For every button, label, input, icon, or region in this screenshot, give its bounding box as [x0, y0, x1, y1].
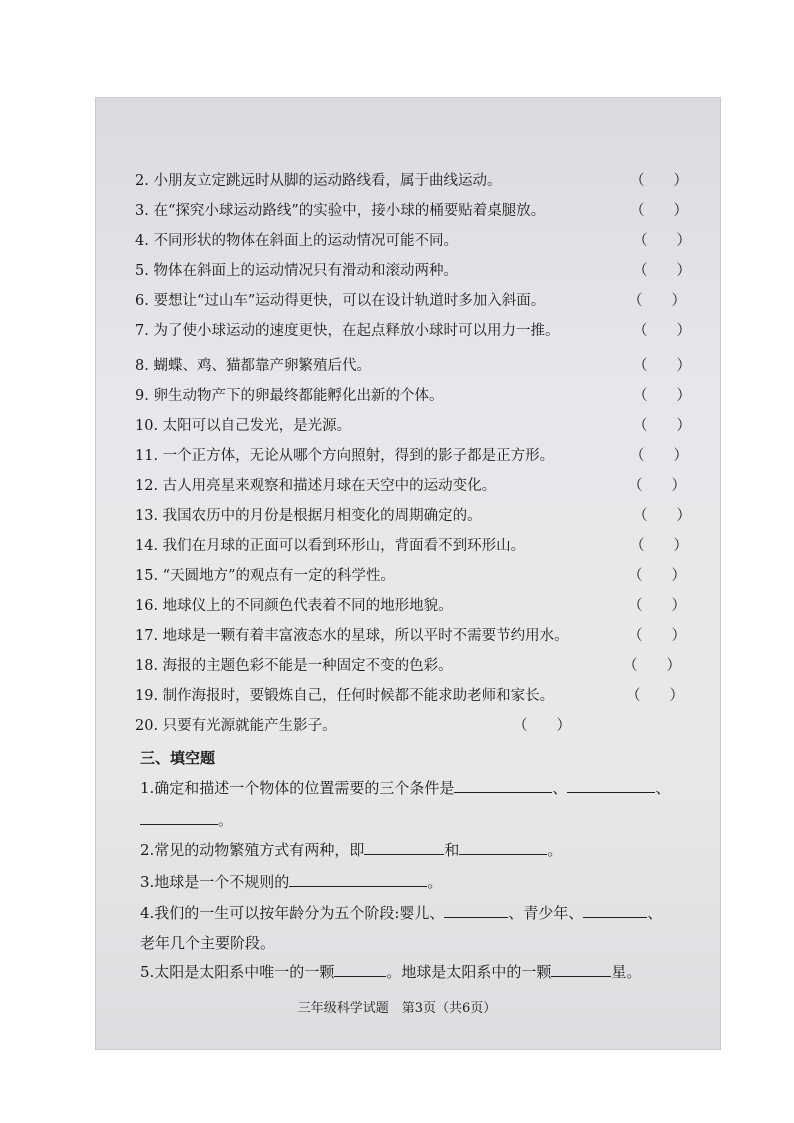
tf-question-8: 8. 蝴蝶、鸡、猫都靠产卵繁殖后代。: [135, 358, 371, 374]
answer-blank[interactable]: [140, 810, 218, 825]
tf-question-2: 2. 小朋友立定跳远时从脚的运动路线看，属于曲线运动。: [135, 173, 502, 189]
fill-question-3: [140, 872, 442, 892]
answer-paren-18: （ ）: [623, 658, 681, 674]
answer-paren-2: （ ）: [630, 173, 688, 189]
answer-paren-3: （ ）: [630, 203, 688, 219]
section-title-fill-blanks: 三、填空题: [140, 749, 216, 767]
fill-q2-mid: 和: [444, 841, 460, 859]
tf-question-20: 20. 只要有光源就能产生影子。: [135, 718, 337, 734]
fill-q4-end: 、: [647, 904, 663, 922]
tf-question-15: 15. “天圆地方”的观点有一定的科学性。: [135, 568, 395, 584]
answer-paren-13: （ ）: [633, 508, 691, 524]
answer-paren-6: （ ）: [628, 293, 686, 309]
answer-paren-17: （ ）: [628, 628, 686, 644]
answer-paren-7: （ ）: [633, 323, 691, 339]
fill-q5-text: 5.太阳是太阳系中唯一的一颗: [140, 963, 335, 981]
fill-q1-sep: 、: [552, 779, 568, 797]
tf-question-11: 11. 一个正方体，无论从哪个方向照射，得到的影子都是正方形。: [135, 448, 555, 464]
answer-blank[interactable]: [444, 903, 508, 918]
answer-paren-11: （ ）: [630, 448, 688, 464]
fill-question-1-line2: [140, 810, 233, 830]
tf-question-13: 13. 我国农历中的月份是根据月相变化的周期确定的。: [135, 508, 482, 524]
tf-question-16: 16. 地球仪上的不同颜色代表着不同的地形地貌。: [135, 598, 453, 614]
answer-paren-4: （ ）: [633, 233, 691, 249]
fill-q4-mid: 、青少年、: [508, 904, 584, 922]
fill-question-5: [140, 962, 641, 982]
tf-question-9: 9. 卵生动物产下的卵最终都能孵化出新的个体。: [135, 388, 444, 404]
tf-question-5: 5. 物体在斜面上的运动情况只有滑动和滚动两种。: [135, 263, 458, 279]
tf-question-10: 10. 太阳可以自己发光，是光源。: [135, 418, 352, 434]
answer-paren-15: （ ）: [628, 568, 686, 584]
tf-question-14: 14. 我们在月球的正面可以看到环形山，背面看不到环形山。: [135, 538, 526, 554]
fill-q5-mid: 。地球是太阳系中的一颗: [386, 963, 552, 981]
answer-paren-8: （ ）: [633, 358, 691, 374]
answer-blank[interactable]: [583, 903, 647, 918]
tf-question-18: 18. 海报的主题色彩不能是一种固定不变的色彩。: [135, 658, 453, 674]
answer-paren-16: （ ）: [628, 598, 686, 614]
page-footer: 三年级科学试题 第3页（共6页）: [297, 1001, 497, 1016]
fill-q1-end: 。: [218, 811, 234, 829]
fill-q2-text: 2.常见的动物繁殖方式有两种，即: [140, 841, 365, 859]
fill-q3-end: 。: [427, 873, 443, 891]
fill-question-4: [140, 903, 662, 923]
answer-paren-20: （ ）: [513, 718, 571, 734]
fill-question-1: [140, 778, 670, 798]
answer-paren-10: （ ）: [633, 418, 691, 434]
tf-question-3: 3. 在“探究小球运动路线”的实验中，接小球的桶要贴着桌腿放。: [135, 203, 546, 219]
fill-q4-text: 4.我们的一生可以按年龄分为五个阶段:婴儿、: [140, 904, 445, 922]
answer-blank[interactable]: [334, 962, 386, 977]
fill-q5-end: 星。: [611, 963, 642, 981]
tf-question-4: 4. 不同形状的物体在斜面上的运动情况可能不同。: [135, 233, 458, 249]
answer-paren-9: （ ）: [633, 388, 691, 404]
fill-question-2: [140, 840, 562, 860]
answer-paren-14: （ ）: [630, 538, 688, 554]
fill-q3-text: 3.地球是一个不规则的: [140, 873, 290, 891]
answer-paren-19: （ ）: [626, 688, 684, 704]
fill-q1-sep: 、: [655, 779, 671, 797]
answer-blank[interactable]: [567, 778, 655, 793]
answer-blank[interactable]: [364, 840, 444, 855]
tf-question-17: 17. 地球是一颗有着丰富液态水的星球，所以平时不需要节约用水。: [135, 628, 569, 644]
answer-blank[interactable]: [289, 872, 427, 887]
answer-blank[interactable]: [454, 778, 552, 793]
answer-blank[interactable]: [459, 840, 547, 855]
tf-question-6: 6. 要想让“过山车”运动得更快，可以在设计轨道时多加入斜面。: [135, 293, 546, 309]
answer-blank[interactable]: [551, 962, 611, 977]
answer-paren-5: （ ）: [633, 263, 691, 279]
tf-question-19: 19. 制作海报时，要锻炼自己，任何时候都不能求助老师和家长。: [135, 688, 555, 704]
fill-q1-text: 1.确定和描述一个物体的位置需要的三个条件是: [140, 779, 455, 797]
fill-q2-end: 。: [547, 841, 563, 859]
answer-paren-12: （ ）: [628, 478, 686, 494]
tf-question-7: 7. 为了使小球运动的速度更快，在起点释放小球时可以用力一推。: [135, 323, 560, 339]
fill-question-4-line2: 老年几个主要阶段。: [140, 934, 276, 952]
tf-question-12: 12. 古人用亮星来观察和描述月球在天空中的运动变化。: [135, 478, 497, 494]
